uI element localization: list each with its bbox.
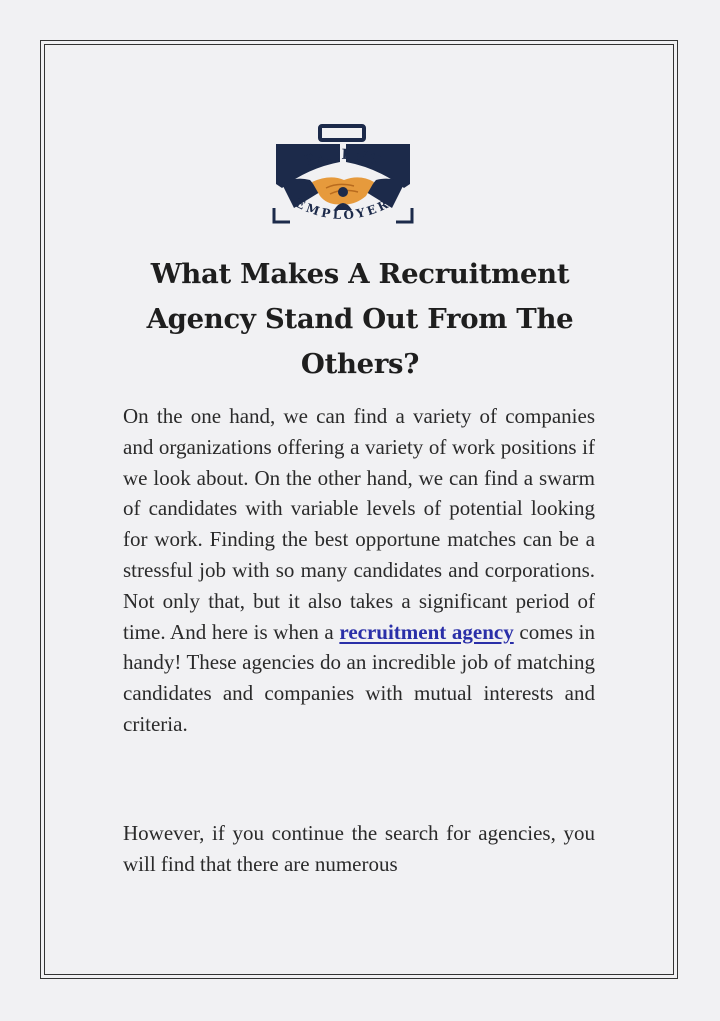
person-head bbox=[338, 187, 348, 197]
talent-employer-logo bbox=[268, 122, 418, 234]
paragraph-1-text-before: On the one hand, we can find a variety of companies and organizations offering a variety of work positions if we look about. On the other hand, we can find a swarm of candidates with variable levels of potential looking for work. Finding the best opportune matches can be a stressful job with so many candidates and corporations. Not only that, but it also takes a significant period of time. And here is when a bbox=[123, 404, 595, 644]
body-paragraph-1 bbox=[123, 401, 595, 740]
logo-top-word: TALENT bbox=[302, 146, 384, 170]
briefcase-handle bbox=[320, 126, 364, 140]
logo-bracket-right bbox=[396, 208, 412, 222]
article-title: What Makes A Recruitment Agency Stand Out From The Others? bbox=[146, 258, 574, 380]
recruitment-agency-link[interactable]: recruitment agency bbox=[339, 619, 514, 644]
paragraph-1-text-after: comes in handy! These agencies do an incredible job of matching candidates and companies with mutual interests and criteria. bbox=[123, 619, 595, 736]
body-paragraph-2: However, if you continue the search for agencies, you will find that there are numerous bbox=[123, 821, 595, 876]
logo-bracket-left bbox=[274, 208, 290, 222]
logo-bottom-word: EMPLOYER bbox=[292, 195, 394, 223]
